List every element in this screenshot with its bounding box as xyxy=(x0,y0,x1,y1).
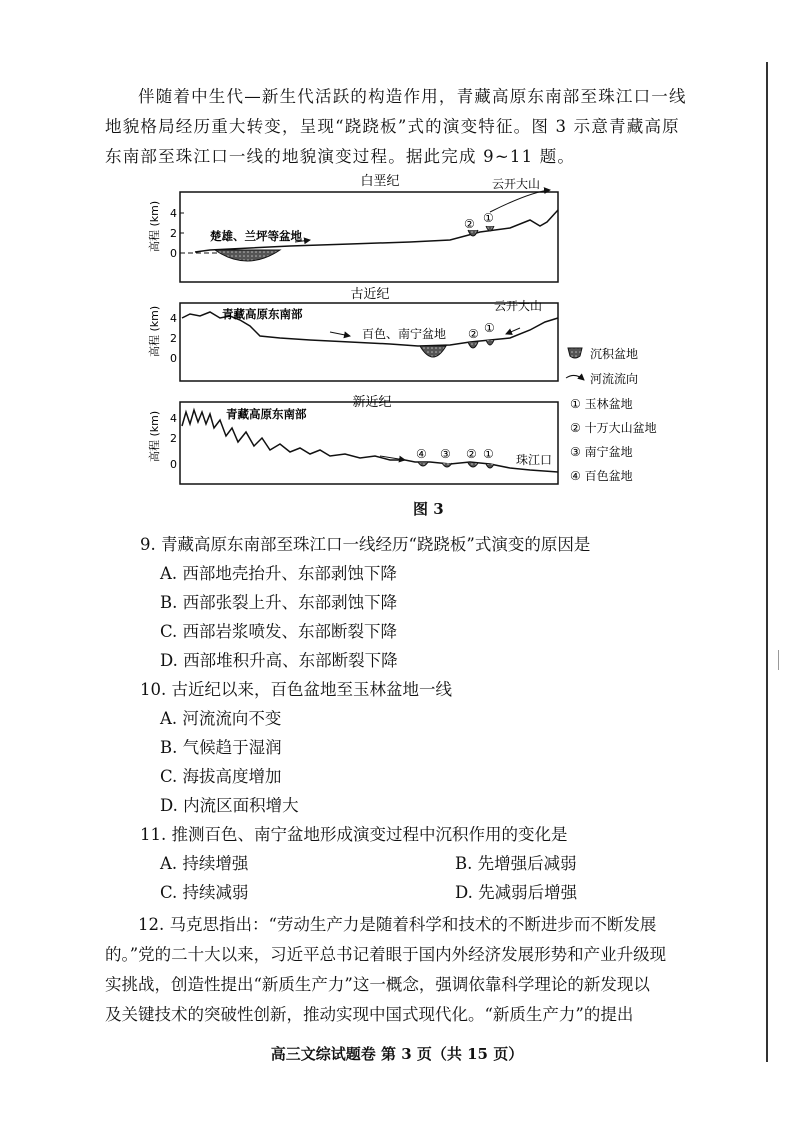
question-10-stem: 10. 古近纪以来，百色盆地至玉林盆地一线 xyxy=(140,680,452,699)
panel-cretaceous xyxy=(147,174,558,282)
legend-item-4: ④ 百色盆地 xyxy=(570,469,633,483)
question-9-option-b[interactable]: B. 西部张裂上升、东部剥蚀下降 xyxy=(160,593,398,612)
intro-paragraph xyxy=(105,82,725,172)
legend-river: 河流流向 xyxy=(590,372,639,386)
question-12-line-2: 的。”党的二十大以来，习近平总书记着眼于国内外经济发展形势和产业升级现 xyxy=(105,945,667,964)
question-10-option-d[interactable]: D. 内流区面积增大 xyxy=(160,796,299,815)
y-tick: 0 xyxy=(170,247,177,260)
intro-line-1: 伴随着中生代—新生代活跃的构造作用，青藏高原东南部至珠江口一线 xyxy=(138,87,687,106)
margin-mark xyxy=(778,650,779,670)
y-axis-label: 高程 (km) xyxy=(148,200,161,252)
y-tick: 2 xyxy=(170,332,177,345)
question-10-option-b[interactable]: B. 气候趋于湿润 xyxy=(160,738,282,757)
label-plateau: 青藏高原东南部 xyxy=(226,407,307,421)
label-mountain: 云开大山 xyxy=(492,177,541,191)
question-9-option-d[interactable]: D. 西部堆积升高、东部断裂下降 xyxy=(160,651,398,670)
sediment-basin xyxy=(215,250,280,261)
y-tick: 2 xyxy=(170,227,177,240)
legend-sediment: 沉积盆地 xyxy=(590,347,639,361)
legend-item-1: ① 玉林盆地 xyxy=(570,397,633,411)
question-11-stem: 11. 推测百色、南宁盆地形成演变过程中沉积作用的变化是 xyxy=(140,825,568,844)
legend-river-swatch xyxy=(566,375,584,380)
sediment-basin xyxy=(420,346,446,357)
label-basin: 楚雄、兰坪等盆地 xyxy=(210,229,302,243)
legend xyxy=(566,346,657,483)
y-axis xyxy=(147,306,177,365)
question-11-option-d[interactable]: D. 先减弱后增强 xyxy=(455,883,578,902)
panel-paleogene xyxy=(147,286,558,381)
question-12-line-4: 及关键技术的突破性创新，推动实现中国式现代化。“新质生产力”的提出 xyxy=(105,1005,634,1024)
y-tick: 0 xyxy=(170,458,177,471)
panel-neogene xyxy=(147,395,558,484)
y-axis xyxy=(147,411,177,471)
question-10-option-a[interactable]: A. 河流流向不变 xyxy=(160,709,282,728)
margin-rule xyxy=(766,62,768,1062)
marker-2: ② xyxy=(464,217,475,231)
question-11-option-b[interactable]: B. 先增强后减弱 xyxy=(455,854,577,873)
y-axis-label: 高程 (km) xyxy=(148,305,161,357)
question-12 xyxy=(105,910,725,1030)
legend-item-2: ② 十万大山盆地 xyxy=(570,421,657,435)
question-9-option-c[interactable]: C. 西部岩浆喷发、东部断裂下降 xyxy=(160,622,398,641)
y-axis-label: 高程 (km) xyxy=(148,410,161,462)
question-12-line-3: 实挑战，创造性提出“新质生产力”这一概念，强调依靠科学理论的新发现以 xyxy=(105,975,650,994)
marker-4: ④ xyxy=(416,447,427,461)
label-mountain: 云开大山 xyxy=(494,299,543,313)
intro-line-2: 地貌格局经历重大转变，呈现“跷跷板”式的演变特征。图 3 示意青藏高原 xyxy=(105,117,680,136)
marker-1: ① xyxy=(483,211,494,225)
question-11-option-a[interactable]: A. 持续增强 xyxy=(160,854,249,873)
question-9-option-a[interactable]: A. 西部地壳抬升、东部剥蚀下降 xyxy=(160,564,397,583)
panel-title: 新近纪 xyxy=(352,395,392,410)
y-tick: 4 xyxy=(170,412,177,425)
label-basin: 百色、南宁盆地 xyxy=(362,327,447,341)
marker-3: ③ xyxy=(440,447,451,461)
page-footer: 高三文综试题卷 第 3 页（共 15 页） xyxy=(270,1045,524,1063)
question-9-stem: 9. 青藏高原东南部至珠江口一线经历“跷跷板”式演变的原因是 xyxy=(140,535,591,554)
y-axis xyxy=(147,201,184,260)
label-estuary: 珠江口 xyxy=(516,453,553,467)
panel-title: 古近纪 xyxy=(350,287,390,302)
legend-sediment-swatch xyxy=(568,348,582,358)
marker-1: ① xyxy=(483,447,494,461)
y-tick: 4 xyxy=(170,312,177,325)
intro-line-3: 东南部至珠江口一线的地貌演变过程。据此完成 9~11 题。 xyxy=(105,147,576,166)
question-10-option-c[interactable]: C. 海拔高度增加 xyxy=(160,767,282,786)
figure-caption: 图 3 xyxy=(413,500,444,518)
panel-title: 白垩纪 xyxy=(360,174,400,189)
y-tick: 2 xyxy=(170,432,177,445)
question-12-line-1: 12. 马克思指出：“劳动生产力是随着科学和技术的不断进步而不断发展 xyxy=(138,915,657,934)
label-plateau: 青藏高原东南部 xyxy=(222,307,303,321)
legend-item-3: ③ 南宁盆地 xyxy=(570,445,633,459)
marker-1: ① xyxy=(484,321,495,335)
marker-2: ② xyxy=(468,327,479,341)
figure-3 xyxy=(150,170,710,500)
marker-2: ② xyxy=(466,447,477,461)
y-tick: 0 xyxy=(170,352,177,365)
question-11-option-c[interactable]: C. 持续减弱 xyxy=(160,883,249,902)
y-tick: 4 xyxy=(170,207,177,220)
